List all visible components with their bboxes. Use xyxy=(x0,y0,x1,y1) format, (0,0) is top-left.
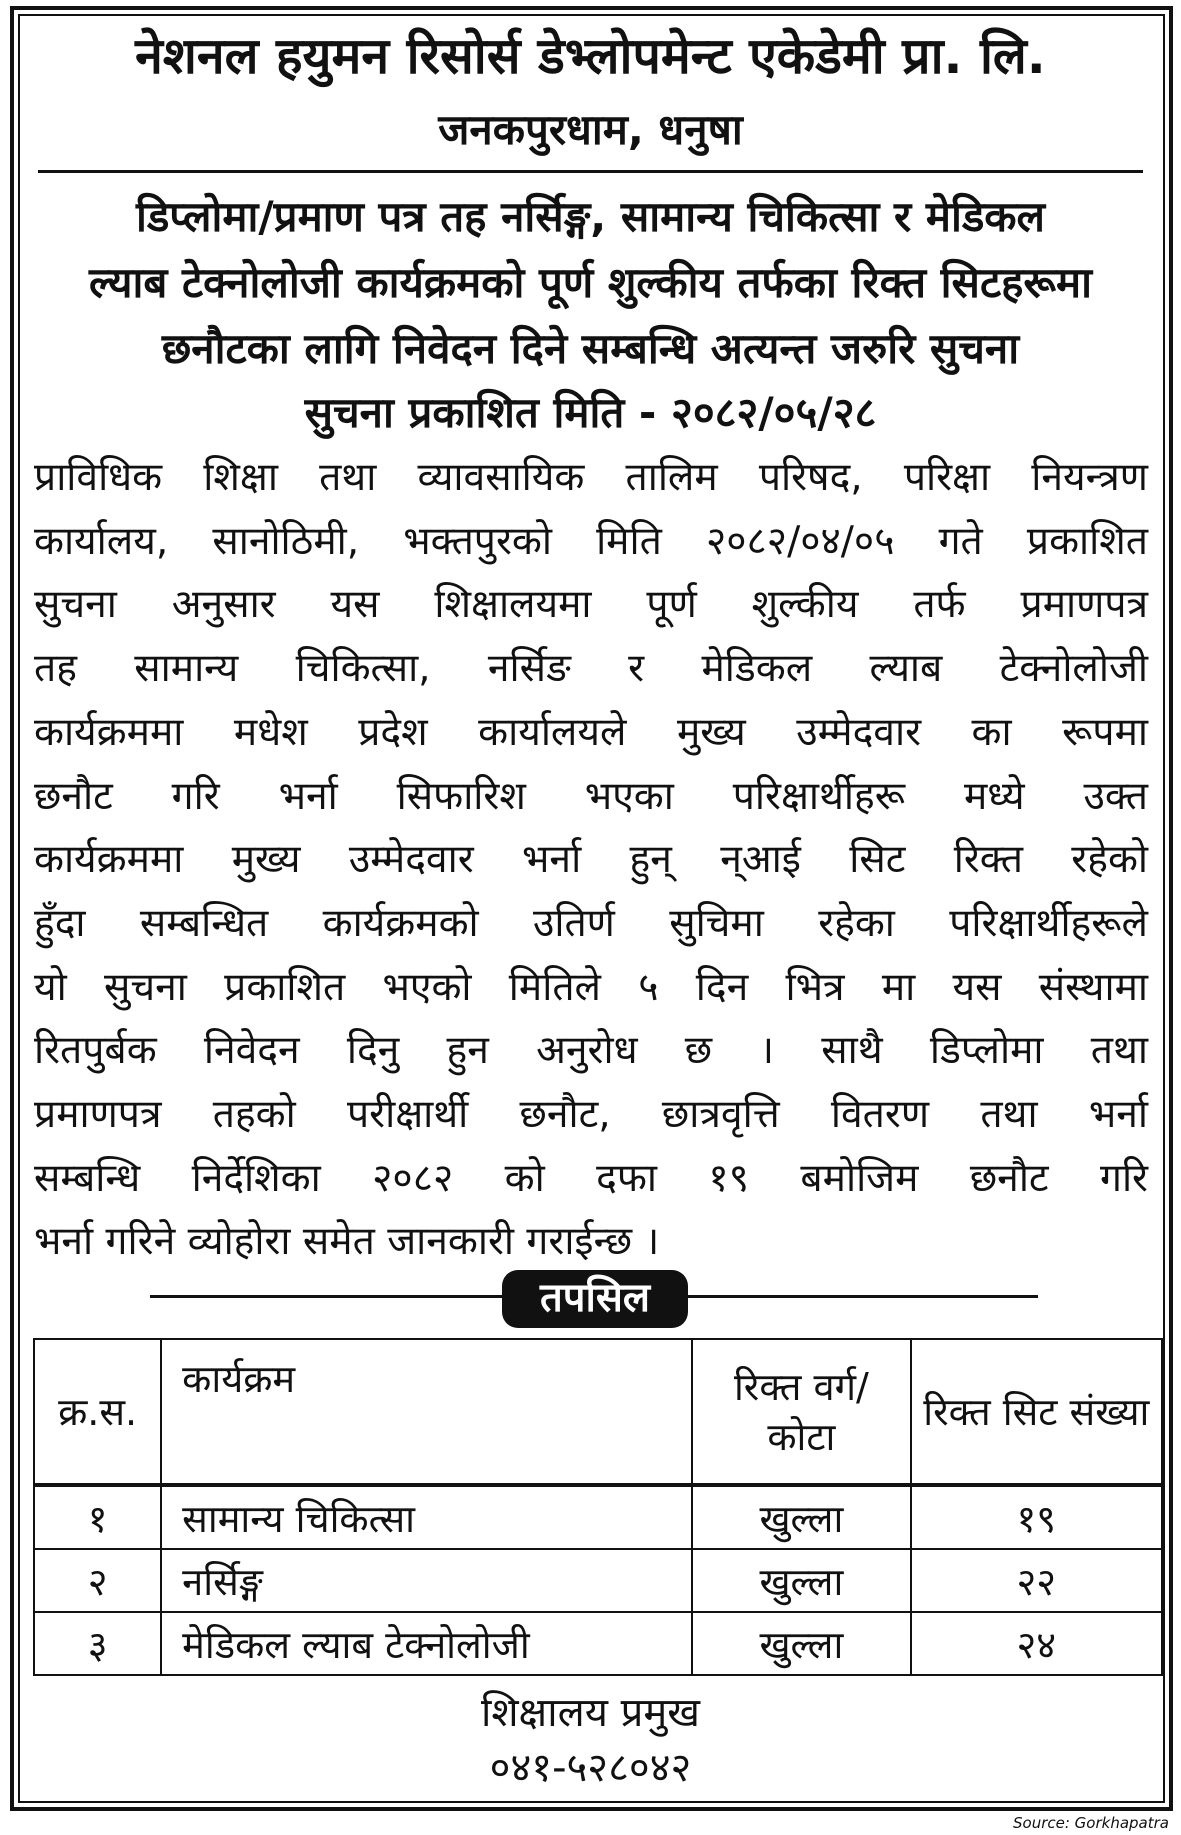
section-rule-left xyxy=(150,1295,502,1298)
col-header-program: कार्यक्रम xyxy=(161,1339,692,1485)
body-line: कार्यक्रममा मुख्य उम्मेदवार भर्ना हुन् न्आई सिट रिक्त रहेको xyxy=(34,837,1148,883)
section-rule-right xyxy=(688,1295,1038,1298)
cell-seat-count: २२ xyxy=(911,1549,1162,1612)
cell-quota: खुल्ला xyxy=(692,1485,910,1549)
headline-line-2: ल्याब टेक्नोलोजी कार्यक्रमको पूर्ण शुल्कीय तर्फका रिक्त सिटहरूमा xyxy=(88,258,1093,307)
table-row xyxy=(34,1612,1162,1675)
signatory-title: शिक्षालय प्रमुख xyxy=(480,1690,701,1736)
cell-serial: २ xyxy=(34,1549,161,1612)
cell-program: नर्सिङ्ग xyxy=(161,1549,692,1612)
cell-seat-count: १९ xyxy=(911,1485,1162,1549)
cell-program: मेडिकल ल्याब टेक्नोलोजी xyxy=(161,1612,692,1675)
col-header-serial: क्र.स. xyxy=(34,1339,161,1485)
headline-line-3: छनौटका लागि निवेदन दिने सम्बन्धि अत्यन्त जरुरि सुचना xyxy=(161,324,1020,373)
body-line: सुचना अनुसार यस शिक्षालयमा पूर्ण शुल्कीय तर्फ प्रमाणपत्र xyxy=(34,582,1148,628)
contact-phone: ०४१-५२८०४२ xyxy=(489,1745,692,1791)
headline-line-1: डिप्लोमा/प्रमाण पत्र तह नर्सिङ्ग, सामान्य चिकित्सा र मेडिकल xyxy=(135,192,1046,241)
body-line: यो सुचना प्रकाशित भएको मितिले ५ दिन भित्र मा यस संस्थामा xyxy=(34,964,1148,1010)
organization-location: जनकपुरधाम, धनुषा xyxy=(438,105,743,154)
body-line: प्रमाणपत्र तहको परीक्षार्थी छनौट, छात्रवृत्ति वितरण तथा भर्ना xyxy=(34,1092,1148,1138)
body-line: कार्यक्रममा मधेश प्रदेश कार्यालयले मुख्य उम्मेदवार का रूपमा xyxy=(34,709,1148,755)
body-line: भर्ना गरिने व्योहोरा समेत जानकारी गराईन्छ । xyxy=(34,1219,660,1265)
cell-seat-count: २४ xyxy=(911,1612,1162,1675)
table-row xyxy=(34,1549,1162,1612)
body-line: छनौट गरि भर्ना सिफारिश भएका परिक्षार्थीहरू मध्ये उक्त xyxy=(34,773,1148,819)
organization-name: नेशनल हयुमन रिसोर्स डेभ्लोपमेन्ट एकेडेमी प्रा. लि. xyxy=(135,27,1046,85)
col-header-seat-count: रिक्त सिट संख्या xyxy=(911,1339,1162,1485)
publish-date-line: सुचना प्रकाशित मिति - २०८२/०५/२८ xyxy=(304,388,877,437)
vacant-seats-table xyxy=(33,1338,1163,1676)
source-credit: Source: Gorkhapatra xyxy=(1013,1814,1169,1832)
body-line: कार्यालय, सानोठिमी, भक्तपुरको मिति २०८२/०४/०५ गते प्रकाशित xyxy=(34,518,1148,564)
body-line: सम्बन्धि निर्देशिका २०८२ को दफा १९ बमोजिम छनौट गरि xyxy=(34,1155,1148,1201)
body-line: प्राविधिक शिक्षा तथा व्यावसायिक तालिम परिषद, परिक्षा नियन्त्रण xyxy=(34,455,1148,500)
body-line: तह सामान्य चिकित्सा, नर्सिङ र मेडिकल ल्याब टेक्नोलोजी xyxy=(34,646,1148,692)
col-header-quota: रिक्त वर्ग/ कोटा xyxy=(692,1339,910,1485)
table-row xyxy=(34,1485,1162,1549)
cell-program: सामान्य चिकित्सा xyxy=(161,1485,692,1549)
notice-body xyxy=(34,446,1148,1274)
section-title-tapsil: तपसिल xyxy=(502,1270,688,1328)
body-line: हुँदा सम्बन्धित कार्यक्रमको उतिर्ण सुचिमा रहेका परिक्षार्थीहरूले xyxy=(34,900,1148,946)
cell-serial: ३ xyxy=(34,1612,161,1675)
cell-quota: खुल्ला xyxy=(692,1549,910,1612)
cell-quota: खुल्ला xyxy=(692,1612,910,1675)
body-line: रितपुर्बक निवेदन दिनु हुन अनुरोध छ । साथै डिप्लोमा तथा xyxy=(34,1028,1148,1074)
header-divider xyxy=(38,170,1143,173)
table-header-row xyxy=(34,1339,1162,1485)
cell-serial: १ xyxy=(34,1485,161,1549)
